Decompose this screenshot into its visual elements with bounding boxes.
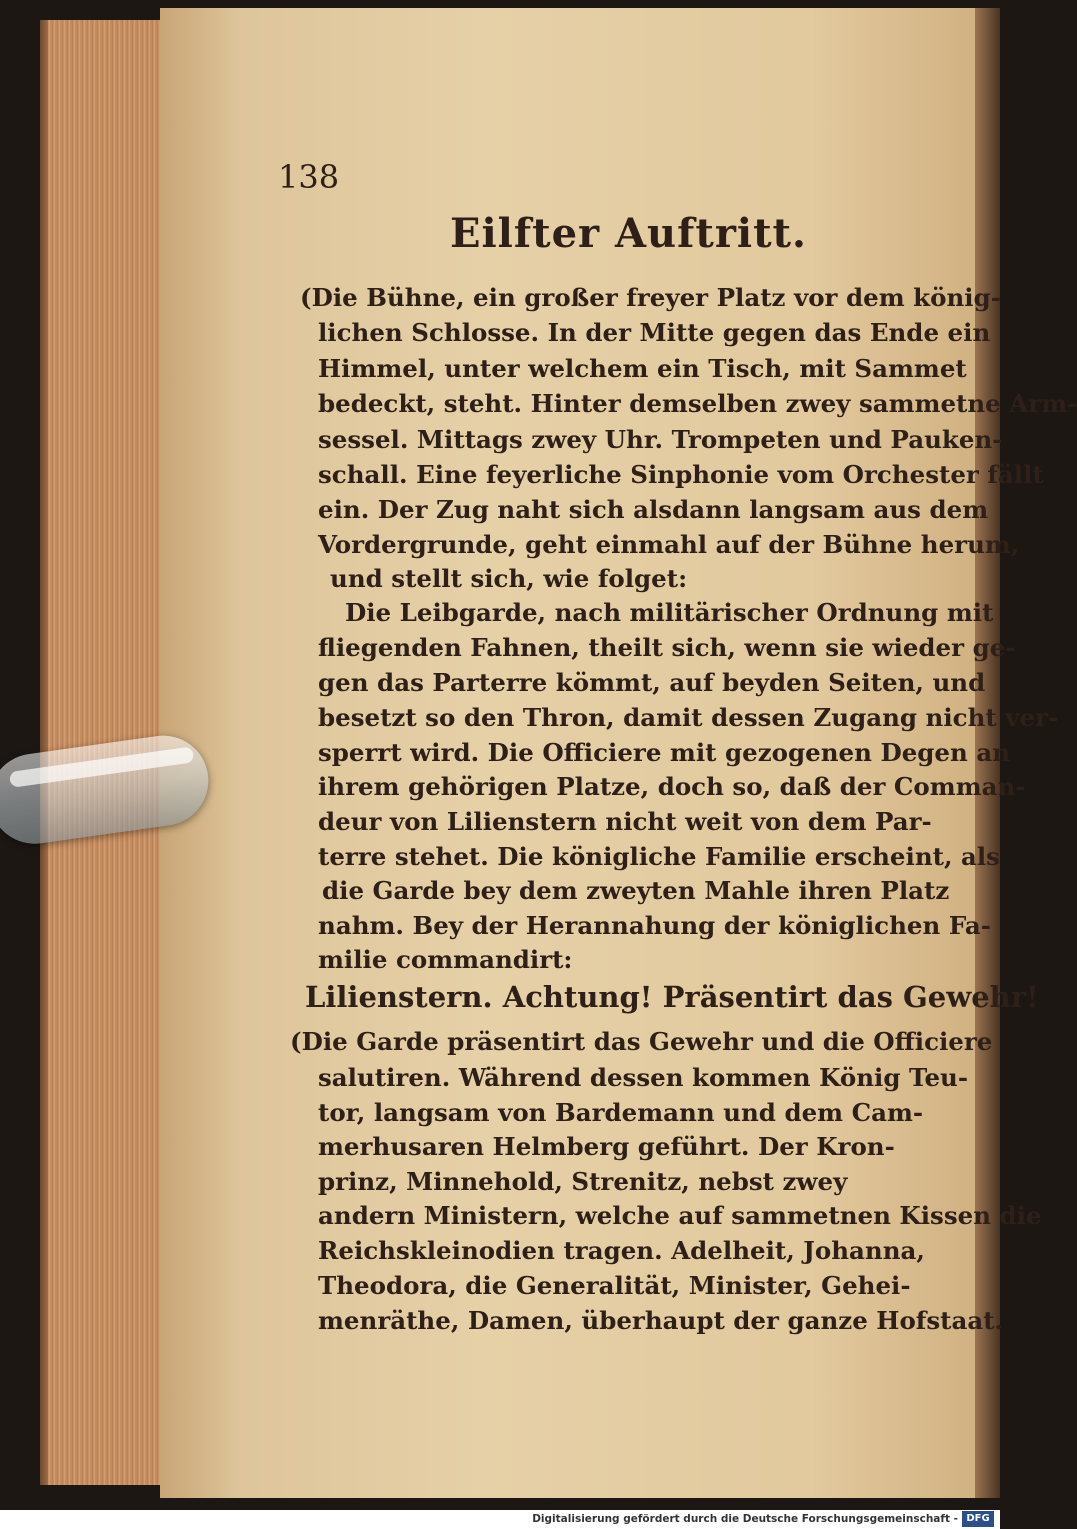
text-line: gen das Parterre kömmt, auf beyden Seiten, und <box>318 668 986 697</box>
text-line: prinz, Minnehold, Strenitz, nebst zwey <box>318 1167 848 1196</box>
text-line: terre stehet. Die königliche Familie erscheint, als <box>318 842 1000 871</box>
text-line: andern Ministern, welche auf sammetnen Kissen die <box>318 1201 1042 1230</box>
text-line: Reichskleinodien tragen. Adelheit, Johanna, <box>318 1236 925 1265</box>
text-line: Himmel, unter welchem ein Tisch, mit Sammet <box>318 354 967 383</box>
dfg-logo: DFG <box>962 1511 994 1527</box>
text-line: und stellt sich, wie folget: <box>330 564 688 593</box>
text-line: deur von Lilienstern nicht weit von dem Par- <box>318 807 932 836</box>
page-number: 138 <box>278 158 340 196</box>
text-line: schall. Eine feyerliche Sinphonie vom Orchester fällt <box>318 460 1044 489</box>
text-line: sessel. Mittags zwey Uhr. Trompeten und Pauken- <box>318 425 1003 454</box>
text-line: nahm. Bey der Herannahung der königlichen Fa- <box>318 911 991 940</box>
text-line: milie commandirt: <box>318 945 573 974</box>
text-line: tor, langsam von Bardemann und dem Cam- <box>318 1098 924 1127</box>
text-line: Die Leibgarde, nach militärischer Ordnung mit <box>345 598 994 627</box>
text-line: besetzt so den Thron, damit dessen Zugang nicht ver- <box>318 703 1059 732</box>
text-line: (Die Garde präsentirt das Gewehr und die Officiere <box>290 1027 993 1056</box>
text-line: bedeckt, steht. Hinter demselben zwey sammetne Arm- <box>318 389 1077 418</box>
text-line: (Die Bühne, ein großer freyer Platz vor dem könig- <box>300 283 1001 312</box>
text-line: Vordergrunde, geht einmahl auf der Bühne herum, <box>318 530 1020 559</box>
scene-heading: Eilfter Auftritt. <box>450 210 807 257</box>
speaker-line: Lilienstern. Achtung! Präsentirt das Gewehr! <box>305 980 1039 1014</box>
text-line: ein. Der Zug naht sich alsdann langsam aus dem <box>318 495 989 524</box>
text-line: ihrem gehörigen Platze, doch so, daß der Comman- <box>318 772 1026 801</box>
text-line: lichen Schlosse. In der Mitte gegen das Ende ein <box>318 318 991 347</box>
text-line: salutiren. Während dessen kommen König Teu- <box>318 1063 969 1092</box>
text-line: merhusaren Helmberg geführt. Der Kron- <box>318 1132 895 1161</box>
text-line: menräthe, Damen, überhaupt der ganze Hofstaat. <box>318 1306 1004 1335</box>
text-line: sperrt wird. Die Officiere mit gezogenen Degen an <box>318 738 1011 767</box>
text-line: fliegenden Fahnen, theilt sich, wenn sie wieder ge- <box>318 633 1016 662</box>
text-line: Theodora, die Generalität, Minister, Gehei- <box>318 1271 911 1300</box>
text-line: die Garde bey dem zweyten Mahle ihren Platz <box>322 876 950 905</box>
funding-notice: Digitalisierung gefördert durch die Deutsche Forschungsgemeinschaft - <box>532 1513 958 1525</box>
